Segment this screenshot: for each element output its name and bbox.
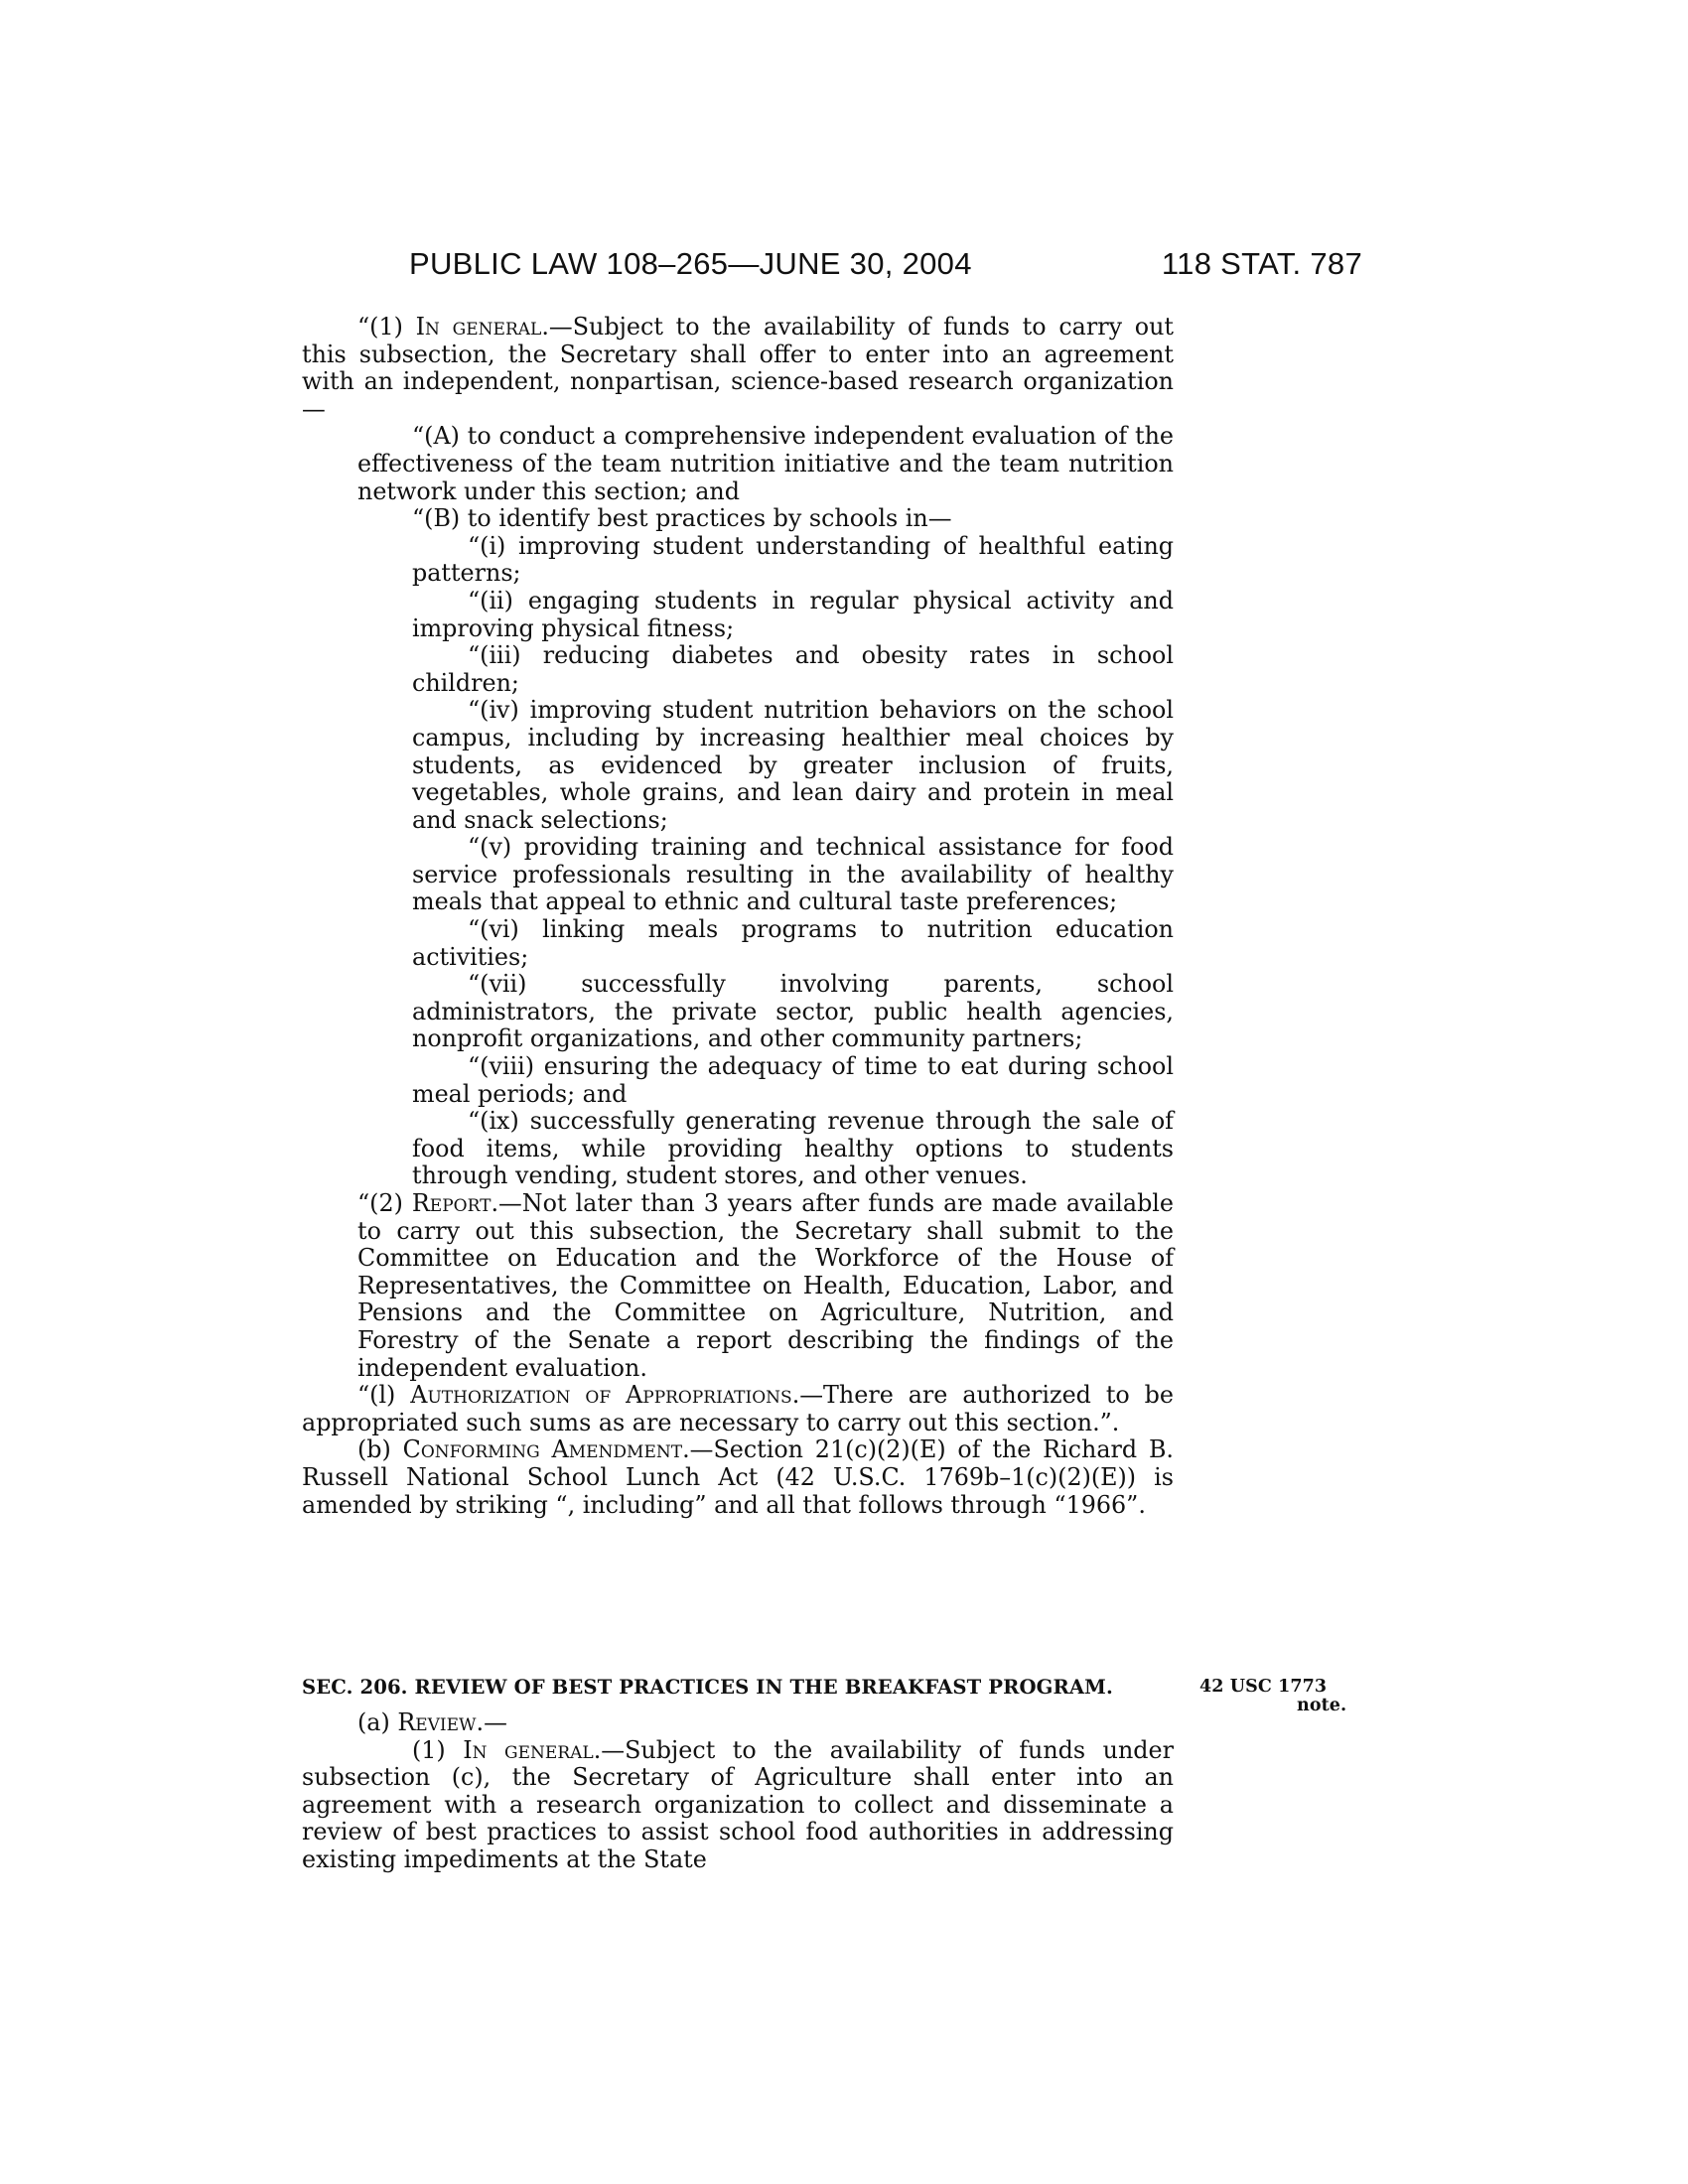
paragraph-13 [302, 1382, 1174, 1436]
paragraph-designation: (1) [412, 1735, 464, 1764]
paragraph-heading: Authorization of Appropriations [410, 1381, 792, 1410]
margin-note-line-1: 42 USC 1773 [1199, 1677, 1328, 1697]
paragraph-7 [302, 834, 1174, 916]
paragraph-4 [302, 588, 1174, 642]
paragraph-designation: “(1) [357, 313, 416, 341]
paragraph-text: “(iv) improving student nutrition behaviors on the school campus, including by increasing healthier meal choices by students, as evidenced by greater inclusion of fruits, vegetables, whole grains, and lean dairy and protein in meal and snack selections; [412, 696, 1174, 834]
paragraph-text: .—Subject to the availability of funds to carry out this subsection, the Secretary shall offer to enter into an agreement with an independent, nonpartisan, science-based research organization— [302, 313, 1174, 423]
paragraph-text: .—Subject to the availability of funds under subsection (c), the Secretary of Agriculture shall enter into an agreement with a research organization to collect and disseminate a review of best practices to assist school food authorities in addressing existing impediments at the State [302, 1735, 1174, 1873]
paragraph-heading: In general [415, 313, 542, 341]
paragraph-text: “(ii) engaging students in regular physical activity and improving physical fitness; [412, 586, 1174, 642]
body-text [302, 314, 1174, 1519]
paragraph-text: “(B) to identify best practices by schools in— [412, 504, 952, 533]
paragraph-heading: In general [463, 1735, 594, 1764]
paragraph-text: “(v) providing training and technical assistance for food service professionals resulting in the availability of healthy meals that appeal to ethnic and cultural taste preferences; [412, 833, 1174, 916]
paragraph-12 [302, 1190, 1174, 1382]
section-paragraph-0 [302, 1709, 1174, 1737]
margin-note-line-2: note. [1297, 1696, 1347, 1715]
section-heading-text: SEC. 206. REVIEW OF BEST PRACTICES IN THE BREAKFAST PROGRAM. [302, 1676, 1113, 1699]
paragraph-3 [302, 533, 1174, 588]
paragraph-heading: Conforming Amendment [402, 1435, 683, 1464]
paragraph-text: .—Not later than 3 years after funds are made available to carry out this subsection, the Secretary shall submit to the Committee on Education and the Workforce of the House of Representatives, the Committee on Health, Education, Labor, and Pensions and the Committee on Agriculture, Nutrition, and Forestry of the Senate a report describing the findings of the independent evaluation. [357, 1189, 1174, 1382]
paragraph-text: “(A) to conduct a comprehensive independent evaluation of the effectiveness of the team nutrition initiative and the team nutrition network under this section; and [357, 422, 1174, 505]
paragraph-text: .—There are authorized to be appropriated such sums as are necessary to carry out this section.”. [302, 1381, 1174, 1436]
paragraph-6 [302, 697, 1174, 834]
paragraph-14 [302, 1436, 1174, 1519]
margin-note [1199, 1677, 1347, 1715]
paragraph-heading: Review [397, 1708, 477, 1736]
paragraph-designation: (b) [357, 1435, 403, 1464]
paragraph-text: “(viii) ensuring the adequacy of time to eat during school meal periods; and [412, 1052, 1174, 1108]
paragraph-heading: Report [411, 1189, 492, 1217]
statute-page-number: 118 STAT. 787 [1161, 246, 1362, 281]
paragraph-10 [302, 1053, 1174, 1108]
paragraph-9 [302, 971, 1174, 1053]
section-206 [302, 1674, 1347, 1874]
paragraph-designation: “(l) [357, 1381, 411, 1410]
paragraph-2 [302, 505, 1174, 533]
paragraph-designation: (a) [357, 1708, 398, 1736]
paragraph-text: “(vii) successfully involving parents, school administrators, the private sector, public health agencies, nonprofit organizations, and other community partners; [412, 970, 1174, 1053]
paragraph-text: “(ix) successfully generating revenue through the sale of food items, while providing healthy options to students through vending, student stores, and other venues. [412, 1107, 1174, 1190]
paragraph-11 [302, 1108, 1174, 1190]
paragraph-5 [302, 642, 1174, 697]
paragraph-text: “(vi) linking meals programs to nutrition education activities; [412, 915, 1174, 971]
paragraph-text: .—Section 21(c)(2)(E) of the Richard B. Russell National School Lunch Act (42 U.S.C. 1769b–1(c)(2)(E)) is amended by striking “, including” and all that follows through “1966”. [302, 1435, 1174, 1519]
section-paragraph-1 [302, 1737, 1174, 1874]
page-header [409, 246, 1362, 286]
paragraph-designation: “(2) [357, 1189, 412, 1217]
paragraph-text: “(i) improving student understanding of healthful eating patterns; [412, 531, 1174, 588]
paragraph-text: .— [476, 1708, 507, 1736]
paragraph-8 [302, 916, 1174, 971]
section-heading [302, 1674, 1347, 1715]
paragraph-1 [302, 423, 1174, 505]
section-body [302, 1709, 1174, 1874]
paragraph-0 [302, 314, 1174, 423]
paragraph-text: “(iii) reducing diabetes and obesity rates in school children; [412, 641, 1174, 697]
running-head-title: PUBLIC LAW 108–265—JUNE 30, 2004 [409, 246, 972, 281]
